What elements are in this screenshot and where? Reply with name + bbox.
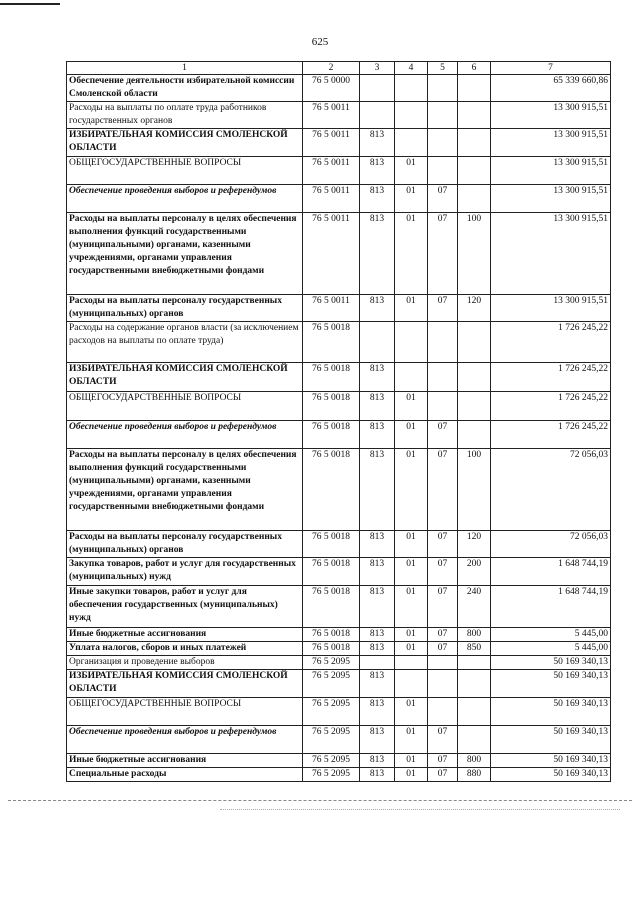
amount-cell: 13 300 915,51 <box>491 185 611 213</box>
ministry-code-cell: 813 <box>360 531 395 558</box>
budget-item-name-cell: Обеспечение проведения выборов и референдумов <box>67 726 303 754</box>
amount-cell: 1 648 744,19 <box>491 586 611 628</box>
target-article-code-cell: 76 5 0018 <box>303 421 360 449</box>
budget-item-name-cell: ОБЩЕГОСУДАРСТВЕННЫЕ ВОПРОСЫ <box>67 698 303 726</box>
amount-cell: 13 300 915,51 <box>491 129 611 157</box>
target-article-code-cell: 76 5 0018 <box>303 628 360 642</box>
section-code-cell: 01 <box>395 449 428 531</box>
budget-item-name-cell: Организация и проведение выборов <box>67 656 303 670</box>
header-cell-4: 4 <box>395 62 428 75</box>
expense-type-code-cell <box>458 322 491 363</box>
expense-type-code-cell <box>458 363 491 392</box>
section-code-cell: 01 <box>395 185 428 213</box>
ministry-code-cell: 813 <box>360 726 395 754</box>
table-body <box>67 62 611 782</box>
subsection-code-cell: 07 <box>428 295 458 322</box>
subsection-code-cell: 07 <box>428 754 458 768</box>
subsection-code-cell: 07 <box>428 185 458 213</box>
ministry-code-cell: 813 <box>360 421 395 449</box>
amount-cell: 50 169 340,13 <box>491 656 611 670</box>
subsection-code-cell <box>428 698 458 726</box>
amount-cell: 1 726 245,22 <box>491 363 611 392</box>
ministry-code-cell: 813 <box>360 670 395 698</box>
section-code-cell: 01 <box>395 213 428 295</box>
ministry-code-cell: 813 <box>360 295 395 322</box>
section-code-cell: 01 <box>395 586 428 628</box>
amount-cell: 1 726 245,22 <box>491 421 611 449</box>
expense-type-code-cell: 880 <box>458 768 491 782</box>
table-row <box>67 75 611 102</box>
target-article-code-cell: 76 5 2095 <box>303 698 360 726</box>
budget-item-name-cell: ИЗБИРАТЕЛЬНАЯ КОМИССИЯ СМОЛЕНСКОЙ ОБЛАСТИ <box>67 129 303 157</box>
table-row <box>67 586 611 628</box>
table-row <box>67 558 611 586</box>
budget-item-name-cell: Закупка товаров, работ и услуг для государственных (муниципальных) нужд <box>67 558 303 586</box>
budget-item-name-cell: Иные закупки товаров, работ и услуг для обеспечения государственных (муниципальных) нужд <box>67 586 303 628</box>
expense-type-code-cell <box>458 698 491 726</box>
table-row <box>67 157 611 185</box>
amount-cell: 13 300 915,51 <box>491 213 611 295</box>
target-article-code-cell: 76 5 0011 <box>303 157 360 185</box>
subsection-code-cell: 07 <box>428 449 458 531</box>
table-row <box>67 102 611 129</box>
table-row <box>67 392 611 421</box>
expense-type-code-cell: 800 <box>458 754 491 768</box>
header-cell-5: 5 <box>428 62 458 75</box>
subsection-code-cell <box>428 363 458 392</box>
expense-type-code-cell: 240 <box>458 586 491 628</box>
target-article-code-cell: 76 5 0011 <box>303 102 360 129</box>
ministry-code-cell: 813 <box>360 642 395 656</box>
ministry-code-cell: 813 <box>360 213 395 295</box>
budget-item-name-cell: Иные бюджетные ассигнования <box>67 628 303 642</box>
section-code-cell: 01 <box>395 531 428 558</box>
subsection-code-cell <box>428 102 458 129</box>
budget-item-name-cell: ИЗБИРАТЕЛЬНАЯ КОМИССИЯ СМОЛЕНСКОЙ ОБЛАСТИ <box>67 363 303 392</box>
section-code-cell <box>395 363 428 392</box>
subsection-code-cell: 07 <box>428 726 458 754</box>
table-row <box>67 670 611 698</box>
section-code-cell <box>395 75 428 102</box>
budget-item-name-cell: Расходы на выплаты персоналу в целях обеспечения выполнения функций государственными (муниципальными) органами, казенными учреждениями, органами управления государственными внебюджетными фондами <box>67 449 303 531</box>
page-cut-line-secondary <box>220 809 620 810</box>
ministry-code-cell <box>360 322 395 363</box>
expense-type-code-cell <box>458 670 491 698</box>
subsection-code-cell: 07 <box>428 768 458 782</box>
target-article-code-cell: 76 5 0018 <box>303 363 360 392</box>
table-row <box>67 726 611 754</box>
table-row <box>67 449 611 531</box>
budget-item-name-cell: Специальные расходы <box>67 768 303 782</box>
target-article-code-cell: 76 5 2095 <box>303 726 360 754</box>
table-row <box>67 642 611 656</box>
table-row <box>67 656 611 670</box>
expense-type-code-cell: 800 <box>458 628 491 642</box>
ministry-code-cell: 813 <box>360 768 395 782</box>
ministry-code-cell: 813 <box>360 698 395 726</box>
section-code-cell: 01 <box>395 295 428 322</box>
section-code-cell <box>395 322 428 363</box>
expense-type-code-cell <box>458 75 491 102</box>
table-row <box>67 768 611 782</box>
section-code-cell: 01 <box>395 558 428 586</box>
budget-table <box>66 61 611 782</box>
budget-item-name-cell: Иные бюджетные ассигнования <box>67 754 303 768</box>
subsection-code-cell <box>428 322 458 363</box>
expense-type-code-cell <box>458 726 491 754</box>
expense-type-code-cell <box>458 185 491 213</box>
header-row <box>67 62 611 75</box>
section-code-cell: 01 <box>395 628 428 642</box>
ministry-code-cell: 813 <box>360 754 395 768</box>
amount-cell: 13 300 915,51 <box>491 295 611 322</box>
target-article-code-cell: 76 5 0011 <box>303 295 360 322</box>
section-code-cell <box>395 656 428 670</box>
expense-type-code-cell: 120 <box>458 531 491 558</box>
amount-cell: 1 648 744,19 <box>491 558 611 586</box>
section-code-cell <box>395 670 428 698</box>
amount-cell: 5 445,00 <box>491 642 611 656</box>
target-article-code-cell: 76 5 0018 <box>303 531 360 558</box>
page-number: 625 <box>311 36 329 48</box>
header-cell-7: 7 <box>491 62 611 75</box>
amount-cell: 50 169 340,13 <box>491 768 611 782</box>
page-cut-line <box>8 800 632 801</box>
target-article-code-cell: 76 5 0018 <box>303 449 360 531</box>
target-article-code-cell: 76 5 2095 <box>303 656 360 670</box>
amount-cell: 72 056,03 <box>491 531 611 558</box>
expense-type-code-cell: 120 <box>458 295 491 322</box>
table-row <box>67 295 611 322</box>
subsection-code-cell: 07 <box>428 558 458 586</box>
expense-type-code-cell: 100 <box>458 213 491 295</box>
expense-type-code-cell <box>458 129 491 157</box>
subsection-code-cell <box>428 157 458 185</box>
subsection-code-cell <box>428 656 458 670</box>
section-code-cell: 01 <box>395 698 428 726</box>
section-code-cell: 01 <box>395 392 428 421</box>
amount-cell: 50 169 340,13 <box>491 754 611 768</box>
target-article-code-cell: 76 5 2095 <box>303 768 360 782</box>
header-cell-2: 2 <box>303 62 360 75</box>
header-cell-1: 1 <box>67 62 303 75</box>
section-code-cell <box>395 102 428 129</box>
amount-cell: 1 726 245,22 <box>491 322 611 363</box>
table-row <box>67 213 611 295</box>
section-code-cell: 01 <box>395 642 428 656</box>
subsection-code-cell: 07 <box>428 628 458 642</box>
amount-cell: 65 339 660,86 <box>491 75 611 102</box>
amount-cell: 50 169 340,13 <box>491 698 611 726</box>
expense-type-code-cell: 100 <box>458 449 491 531</box>
ministry-code-cell: 813 <box>360 392 395 421</box>
budget-item-name-cell: Расходы на выплаты персоналу в целях обеспечения выполнения функций государственными (муниципальными) органами, казенными учреждениями, органами управления государственными внебюджетными фондами <box>67 213 303 295</box>
budget-item-name-cell: ОБЩЕГОСУДАРСТВЕННЫЕ ВОПРОСЫ <box>67 392 303 421</box>
expense-type-code-cell <box>458 102 491 129</box>
header-cell-3: 3 <box>360 62 395 75</box>
subsection-code-cell: 07 <box>428 421 458 449</box>
target-article-code-cell: 76 5 0018 <box>303 558 360 586</box>
target-article-code-cell: 76 5 2095 <box>303 754 360 768</box>
target-article-code-cell: 76 5 0018 <box>303 642 360 656</box>
subsection-code-cell <box>428 75 458 102</box>
budget-item-name-cell: Обеспечение деятельности избирательной комиссии Смоленской области <box>67 75 303 102</box>
budget-item-name-cell: Обеспечение проведения выборов и референдумов <box>67 421 303 449</box>
table-row <box>67 628 611 642</box>
amount-cell: 13 300 915,51 <box>491 157 611 185</box>
target-article-code-cell: 76 5 0018 <box>303 392 360 421</box>
amount-cell: 72 056,03 <box>491 449 611 531</box>
top-rule <box>0 3 60 5</box>
expense-type-code-cell <box>458 392 491 421</box>
budget-item-name-cell: Обеспечение проведения выборов и референдумов <box>67 185 303 213</box>
subsection-code-cell: 07 <box>428 642 458 656</box>
target-article-code-cell: 76 5 0011 <box>303 213 360 295</box>
budget-item-name-cell: Расходы на выплаты персоналу государственных (муниципальных) органов <box>67 295 303 322</box>
ministry-code-cell: 813 <box>360 157 395 185</box>
target-article-code-cell: 76 5 0011 <box>303 185 360 213</box>
subsection-code-cell <box>428 670 458 698</box>
ministry-code-cell: 813 <box>360 558 395 586</box>
budget-item-name-cell: ОБЩЕГОСУДАРСТВЕННЫЕ ВОПРОСЫ <box>67 157 303 185</box>
ministry-code-cell: 813 <box>360 586 395 628</box>
expense-type-code-cell <box>458 421 491 449</box>
budget-item-name-cell: Уплата налогов, сборов и иных платежей <box>67 642 303 656</box>
amount-cell: 50 169 340,13 <box>491 726 611 754</box>
expense-type-code-cell <box>458 656 491 670</box>
subsection-code-cell: 07 <box>428 213 458 295</box>
amount-cell: 50 169 340,13 <box>491 670 611 698</box>
amount-cell: 13 300 915,51 <box>491 102 611 129</box>
table-row <box>67 531 611 558</box>
table-row <box>67 421 611 449</box>
budget-item-name-cell: ИЗБИРАТЕЛЬНАЯ КОМИССИЯ СМОЛЕНСКОЙ ОБЛАСТИ <box>67 670 303 698</box>
budget-item-name-cell: Расходы на содержание органов власти (за исключением расходов на выплаты по оплате труда) <box>67 322 303 363</box>
ministry-code-cell: 813 <box>360 363 395 392</box>
subsection-code-cell: 07 <box>428 531 458 558</box>
section-code-cell: 01 <box>395 726 428 754</box>
ministry-code-cell <box>360 102 395 129</box>
target-article-code-cell: 76 5 0018 <box>303 322 360 363</box>
section-code-cell: 01 <box>395 421 428 449</box>
target-article-code-cell: 76 5 2095 <box>303 670 360 698</box>
expense-type-code-cell: 850 <box>458 642 491 656</box>
table-row <box>67 129 611 157</box>
amount-cell: 1 726 245,22 <box>491 392 611 421</box>
table-row <box>67 363 611 392</box>
table-row <box>67 185 611 213</box>
section-code-cell <box>395 129 428 157</box>
table-row <box>67 322 611 363</box>
ministry-code-cell <box>360 75 395 102</box>
section-code-cell: 01 <box>395 768 428 782</box>
section-code-cell: 01 <box>395 157 428 185</box>
table-row <box>67 754 611 768</box>
expense-type-code-cell <box>458 157 491 185</box>
header-cell-6: 6 <box>458 62 491 75</box>
amount-cell: 5 445,00 <box>491 628 611 642</box>
section-code-cell: 01 <box>395 754 428 768</box>
ministry-code-cell: 813 <box>360 185 395 213</box>
target-article-code-cell: 76 5 0018 <box>303 586 360 628</box>
budget-item-name-cell: Расходы на выплаты по оплате труда работников государственных органов <box>67 102 303 129</box>
subsection-code-cell: 07 <box>428 586 458 628</box>
target-article-code-cell: 76 5 0000 <box>303 75 360 102</box>
ministry-code-cell <box>360 656 395 670</box>
table-row <box>67 698 611 726</box>
ministry-code-cell: 813 <box>360 129 395 157</box>
ministry-code-cell: 813 <box>360 628 395 642</box>
subsection-code-cell <box>428 129 458 157</box>
ministry-code-cell: 813 <box>360 449 395 531</box>
subsection-code-cell <box>428 392 458 421</box>
expense-type-code-cell: 200 <box>458 558 491 586</box>
budget-item-name-cell: Расходы на выплаты персоналу государственных (муниципальных) органов <box>67 531 303 558</box>
target-article-code-cell: 76 5 0011 <box>303 129 360 157</box>
